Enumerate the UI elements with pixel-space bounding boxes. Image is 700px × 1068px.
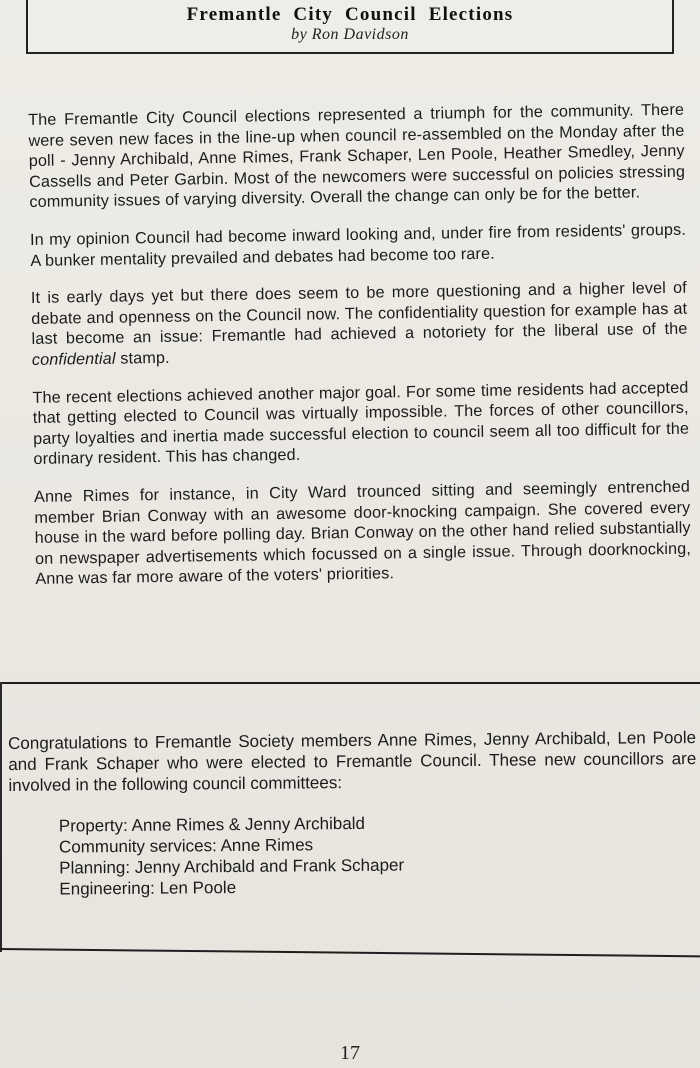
title-box: [26, 0, 674, 54]
paragraph-5: Anne Rimes for instance, in City Ward trounced sitting and seemingly entrenched member Brian Conway with an awesome door-knocking campaign. She covered every house in the ward before polling day. Brian Conway on the other hand relied substantially on newspaper advertisements which focussed on a single issue. Through doorknocking, Anne was far more aware of the voters' priorities.: [33, 477, 692, 589]
article-byline: by Ron Davidson: [291, 26, 409, 43]
box-left-rule: [0, 682, 2, 952]
page-number: 17: [340, 1042, 360, 1064]
paragraph-1: The Fremantle City Council elections represented a triumph for the community. There were seven new faces in the line-up when council re-assembled on the Monday after the poll - Jenny Archibald, Anne Rimes, Frank Schaper, Len Poole, Heather Smedley, Jenny Cassells and Peter Garbin. Most of the newcomers were successful on policies stressing community issues of varying diversity. Overall the change can only be for the better.: [28, 100, 686, 212]
congratulations-notice: [8, 727, 697, 900]
paragraph-3-text-before: It is early days yet but there does seem to be more questioning and a higher level of debate and openness on the Council now. The confidentiality question for example has at last become an issue: Fremantle had achieved a notoriety for the liberal use of the: [30, 278, 688, 349]
paragraph-3-text-after: stamp.: [115, 348, 170, 368]
confidential-emphasis: confidential: [31, 349, 116, 369]
paragraph-4: The recent elections achieved another major goal. For some time residents had accepted that getting elected to Council was virtually impossible. The forces of other councillors, party loyalties and inertia made successful election to council seem all too difficult for the ordinary resident. This has changed.: [32, 378, 690, 469]
committee-item: Property: Anne Rimes & Jenny Archibald: [58, 813, 366, 836]
article-title: Fremantle City Council Elections: [186, 4, 514, 25]
committee-item: Engineering: Len Poole: [59, 878, 237, 899]
notice-intro: Congratulations to Fremantle Society members Anne Rimes, Jenny Archibald, Len Poole and Frank Schaper who were elected to Fremantle Council. These new councillors are involved in the following council committees:: [8, 727, 697, 795]
box-bottom-rule: [0, 948, 700, 957]
committee-item: Planning: Jenny Archibald and Frank Schaper: [59, 855, 405, 878]
article-body: [28, 100, 692, 607]
committee-list: [59, 810, 698, 900]
box-top-rule: [0, 682, 700, 684]
paragraph-2: In my opinion Council had become inward looking and, under fire from residents' groups. A bunker mentality prevailed and debates had become too rare.: [29, 220, 687, 270]
committee-item: Community services: Anne Rimes: [58, 835, 314, 857]
paragraph-3: [31, 278, 688, 371]
